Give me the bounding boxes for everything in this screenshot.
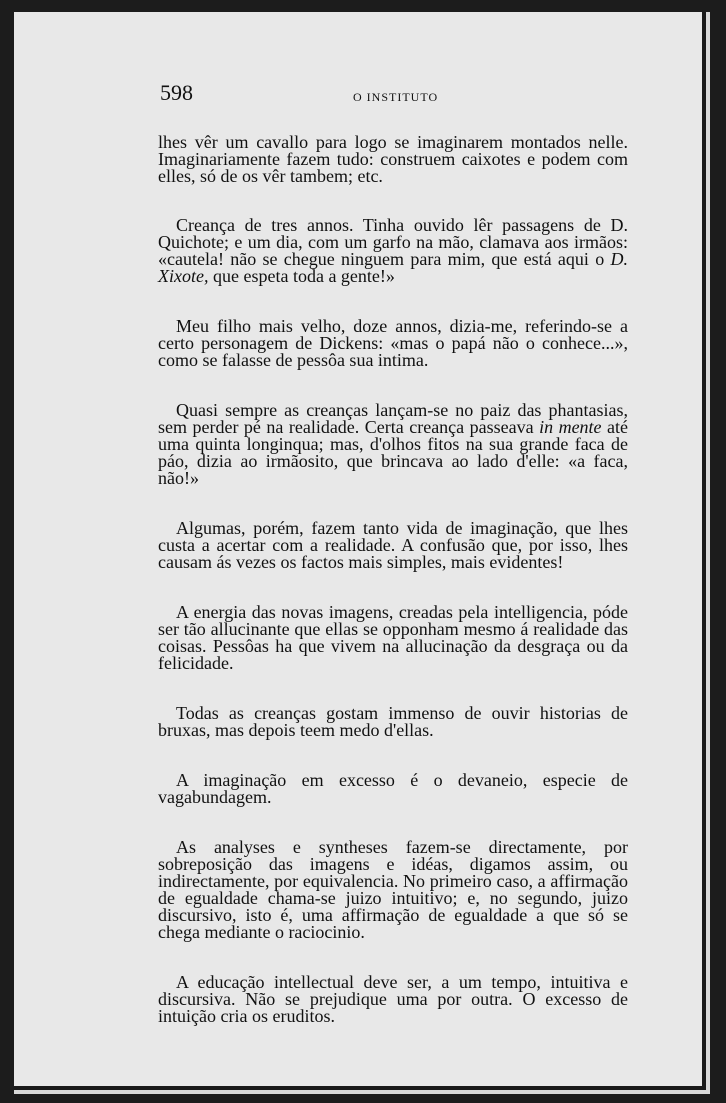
scan-border-right [710,0,726,1103]
running-title: O INSTITUTO [353,90,439,104]
page-number: 598 [160,80,193,105]
scan-border-left [0,0,14,1103]
paragraph [158,705,628,739]
paragraph [158,839,628,941]
paragraph [158,217,628,285]
paragraph [158,604,628,672]
paragraph [158,520,628,571]
paragraph-text: Creança de tres annos. Tinha ouvido lêr passagens de D. Quichote; e um dia, com um garfo na mão, clamava aos irmãos: «cautela! não se chegue ninguem para mim, que está aqui o [158,215,628,269]
paragraph-text: que espeta toda a gente!» [208,266,395,286]
paragraph [158,974,628,1025]
scan-border-bottom [0,1094,726,1103]
paragraph-text: Quasi sempre as creanças lançam-se no paiz das phantasias, sem perder pé na realidade. Certa creança passeava [158,400,628,437]
paragraph-text: até uma quinta longinqua; mas, d'olhos fitos na sua grande faca de páo, dizia ao irmãosito, que brincava ao lado d'elle: «a faca, não!» [158,417,629,488]
page-body [158,134,628,1058]
page-header [160,80,460,110]
paragraph-text: A energia das novas imagens, creadas pela intelligencia, póde ser tão allucinante que ellas se opponham mesmo á realidade das coisas. Pessôas ha que vivem na allucinação da desgraça ou da felicidade. [158,602,628,673]
paragraph-text: A imaginação em excesso é o devaneio, especie de vagabundagem. [158,770,628,807]
paragraph [158,318,628,369]
paragraph-text: lhes vêr um cavallo para logo se imaginarem montados nelle. Imaginariamente fazem tudo: construem caixotes e podem com elles, só de os vêr tambem; etc. [158,132,628,186]
paragraph-text: A educação intellectual deve ser, a um tempo, intuitiva e discursiva. Não se prejudique uma por outra. O excesso de intuição cria os eruditos. [158,972,628,1026]
paragraph-text: Todas as creanças gostam immenso de ouvir historias de bruxas, mas depois teem medo d'ellas. [158,703,628,740]
paragraph [158,402,628,487]
paragraph-text: Algumas, porém, fazem tanto vida de imaginação, que lhes custa a acertar com a realidade. A confusão que, por isso, lhes causam ás vezes os factos mais simples, mais evidentes! [158,518,628,572]
paragraph [158,134,628,185]
italic-text: D. Xixote, [158,249,628,286]
paragraph [158,772,628,806]
italic-text: in mente [539,417,602,437]
paragraph-text: As analyses e syntheses fazem-se directamente, por sobreposição das imagens e idéas, digamos assim, ou indirectamente, por equivalencia. No primeiro caso, a affirmação de egualdade chama-se juizo intuitivo; e, no segundo, juizo discursivo, isto é, uma affirmação de egualdade a que só se chega mediante o raciocinio. [158,837,628,942]
paragraph-text: Meu filho mais velho, doze annos, dizia-me, referindo-se a certo personagem de Dickens: «mas o papá não o conhece...», como se falasse de pessôa sua intima. [158,316,628,370]
scan-border-top [0,0,726,12]
